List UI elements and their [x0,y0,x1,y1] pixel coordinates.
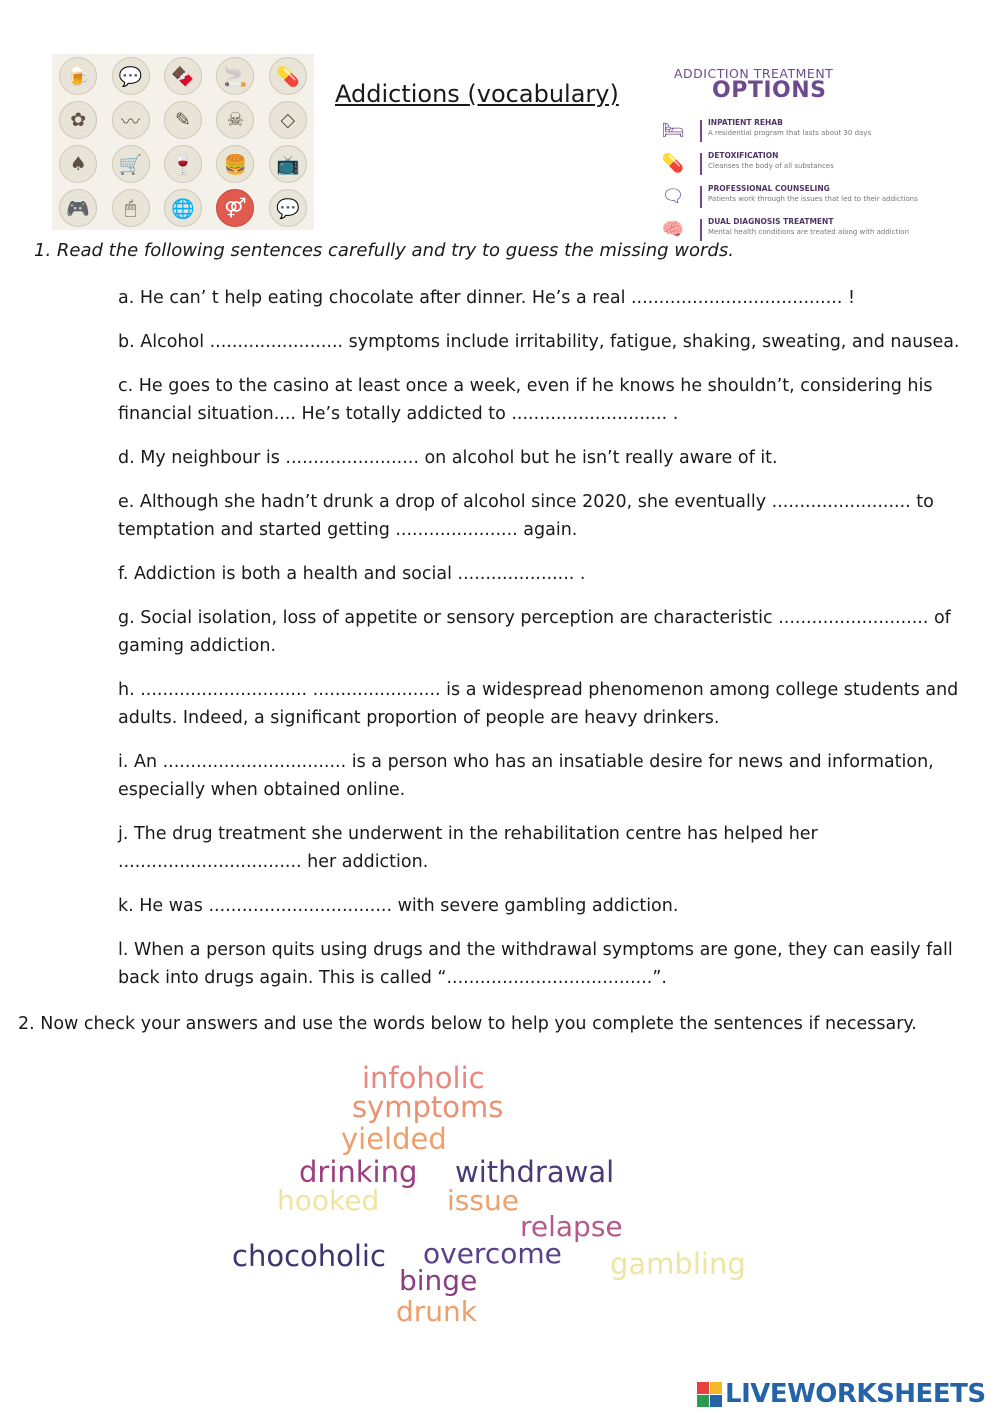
treatment-option-desc: Patients work through the issues that led to their addictions [708,195,918,203]
icon-cell [104,142,156,186]
word-symptoms: symptoms [352,1090,504,1124]
word-relapse: relapse [520,1210,623,1243]
infographic-heading-line2: OPTIONS [712,78,827,103]
icon-cell [209,98,261,142]
computer-mouse-icon: 🖱 [112,189,150,227]
sentence-a: a. He can’ t help eating chocolate after dinner. He’s a real ...................................... ! [118,288,855,308]
treatment-option-desc: A residential program that lasts about 30 days [708,129,872,137]
burger-icon: 🍔 [216,145,254,183]
word-infoholic: infoholic [362,1061,485,1095]
treatment-option-inpatient-rehab [652,118,952,146]
powder-bag-icon: ◇ [269,101,307,139]
cigarette-icon: 〰 [112,101,150,139]
television-icon: 📺 [269,145,307,183]
liveworksheets-logo[interactable] [697,1378,986,1410]
icon-cell [157,98,209,142]
icon-cell [157,186,209,230]
brain-icon: 🧠 [661,219,685,240]
word-drinking: drinking [299,1155,418,1189]
icon-cell [104,98,156,142]
syringe-icon: ✎ [164,101,202,139]
exercise1-instruction: 1. Read the following sentences carefully and try to guess the missing words. [34,240,734,261]
page-title: Addictions (vocabulary) [335,80,619,108]
sentence-j: j. The drug treatment she underwent in the rehabilitation centre has helped her ................................. her addiction. [118,824,818,872]
icon-cell [209,142,261,186]
pill-icon: 💊 [661,153,685,174]
icon-cell [52,142,104,186]
speech-bubble-icon: 💬 [112,57,150,95]
sentence-g: g. Social isolation, loss of appetite or sensory perception are characteristic ........................... of gaming addiction. [118,608,951,656]
sentence-e: e. Although she hadn’t drunk a drop of alcohol since 2020, she eventually ......................... to temptation and started getting ...................... again. [118,492,934,540]
game-controller-icon: 🎮 [59,189,97,227]
treatment-option-desc: Cleanses the body of all substances [708,162,834,170]
infographic-heading-line1: ADDICTION TREATMENT [674,66,834,81]
chat-bubble-icon: 💬 [269,189,307,227]
brand-name: LIVEWORKSHEETS [725,1379,986,1409]
word-withdrawal: withdrawal [455,1155,615,1189]
icon-cell [262,186,314,230]
pills-icon: 💊 [269,57,307,95]
treatment-option-name: DUAL DIAGNOSIS TREATMENT [708,217,834,226]
word-gambling: gambling [610,1247,746,1281]
playing-cards-icon: ♠ [59,145,97,183]
exercise1-sentence-list [118,284,990,992]
word-yielded: yielded [341,1122,447,1156]
beer-mug-icon: 🍺 [59,57,97,95]
bed-icon: 🛏 [661,120,685,141]
word-drunk: drunk [396,1295,477,1328]
skull-crossbones-icon: ☠ [216,101,254,139]
icon-cell [262,142,314,186]
treatment-option-counseling [652,184,952,212]
icon-cell [209,186,261,230]
wine-bottle-icon: 🍷 [164,145,202,183]
icon-cell [52,54,104,98]
word-overcome: overcome [423,1237,562,1270]
exercise2-instruction: 2. Now check your answers and use the words below to help you complete the sentences if necessary. [18,1014,917,1034]
addiction-icon-collage [52,54,314,230]
icon-cell [52,98,104,142]
world-wide-web-icon: 🌐 [164,189,202,227]
sentence-b: b. Alcohol ........................ symptoms include irritability, fatigue, shaking, sweating, and nausea. [118,332,960,352]
treatment-option-name: DETOXIFICATION [708,151,779,160]
icon-cell [262,98,314,142]
sentence-d: d. My neighbour is ........................ on alcohol but he isn’t really aware of it. [118,448,778,468]
sentence-l: l. When a person quits using drugs and the withdrawal symptoms are gone, they can easily fall back into drugs again. This is called “.....................................”. [118,940,953,988]
word-chocoholic: chocoholic [232,1239,386,1273]
sentence-c: c. He goes to the casino at least once a week, even if he knows he shouldn’t, considering his financial situation.... He’s totally addicted to ............................ . [118,376,933,424]
sentence-h: h. .............................. ....................... is a widespread phenomenon among college students and adults. Indeed, a significant proportion of people are heavy drinkers. [118,680,959,728]
sentence-i: i. An ................................. is a person who has an insatiable desire for news and information, especially when obtained online. [118,752,934,800]
gender-symbols-icon: ⚤ [216,189,254,227]
chocolate-bar-icon: 🍫 [164,57,202,95]
word-hooked: hooked [277,1184,380,1217]
treatment-option-detoxification [652,151,952,179]
icon-cell [157,54,209,98]
sentence-f: f. Addiction is both a health and social ..................... . [118,564,586,584]
icon-cell [104,54,156,98]
icon-cell [209,54,261,98]
word-issue: issue [447,1184,519,1217]
counseling-icon: 🗨 [661,186,685,207]
sentence-k: k. He was ................................. with severe gambling addiction. [118,896,679,916]
cannabis-leaf-icon: ✿ [59,101,97,139]
treatment-options-infographic [652,62,952,238]
cigarette-pack-icon: 🚬 [216,57,254,95]
icon-cell [262,54,314,98]
icon-cell [157,142,209,186]
liveworksheets-mark-icon [697,1382,722,1407]
icon-cell [52,186,104,230]
word-binge: binge [399,1264,478,1297]
treatment-option-name: INPATIENT REHAB [708,118,783,127]
icon-cell [104,186,156,230]
treatment-option-desc: Mental health conditions are treated along with addiction [708,228,910,236]
shopping-cart-icon: 🛒 [112,145,150,183]
treatment-option-name: PROFESSIONAL COUNSELING [708,184,830,193]
